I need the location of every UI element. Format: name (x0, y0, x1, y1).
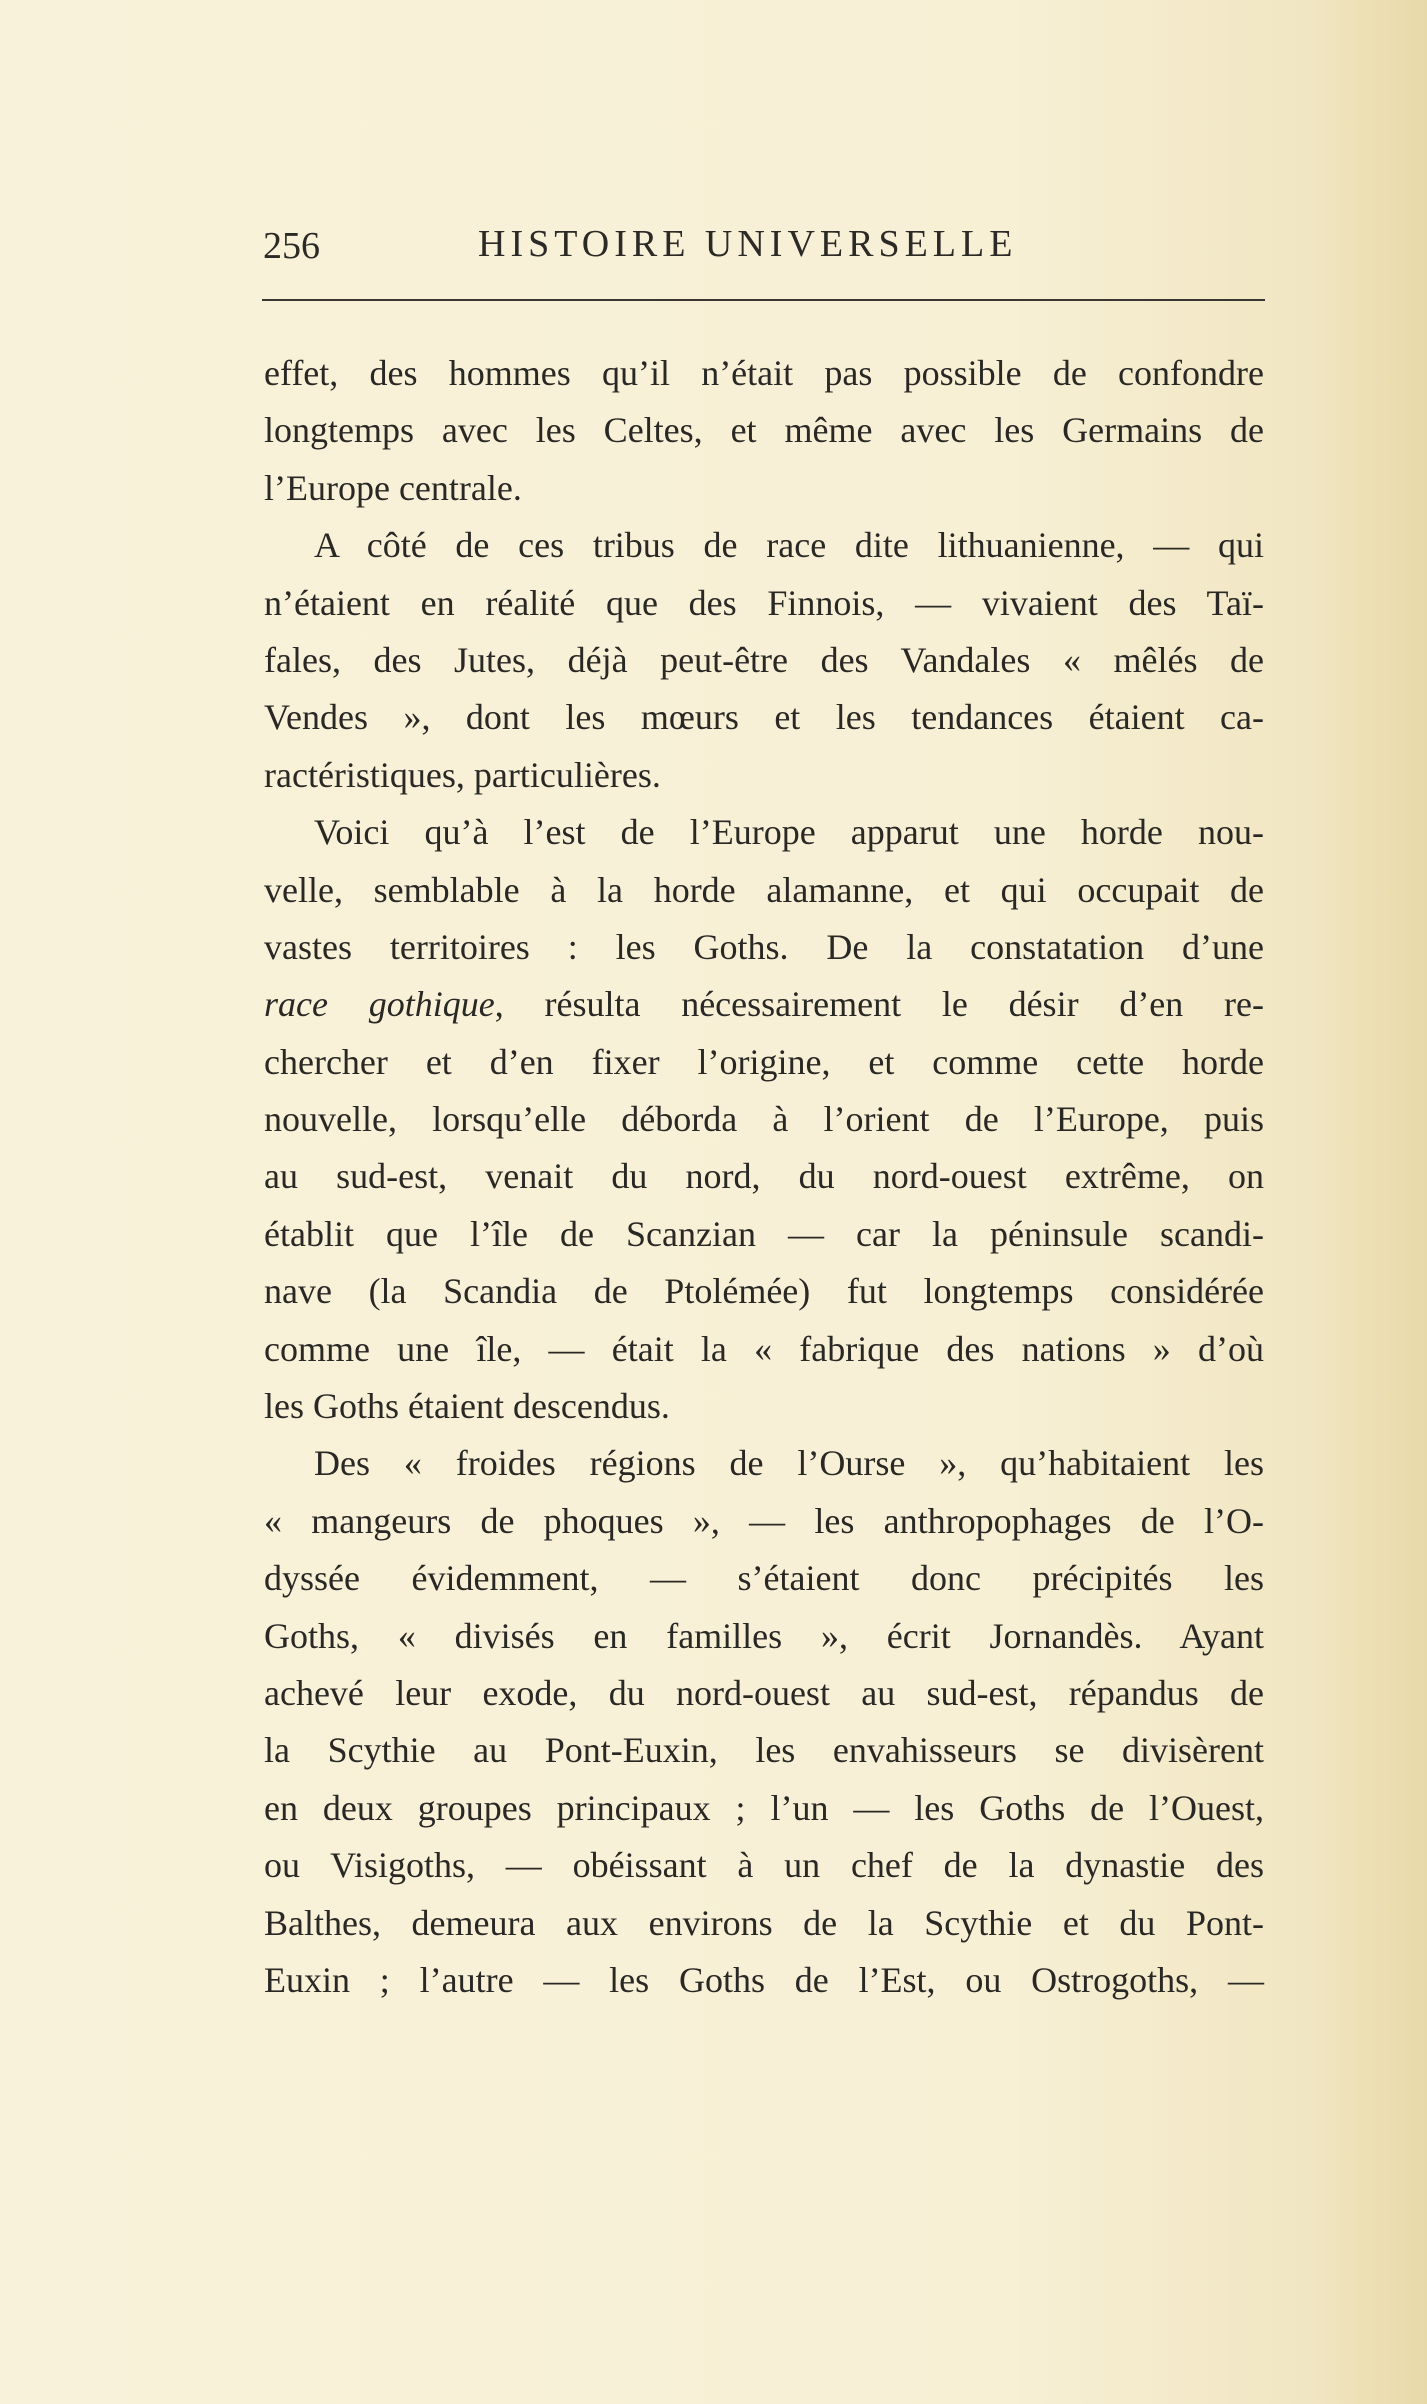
italic-phrase: race gothique (264, 984, 495, 1025)
text-line: longtemps avec les Celtes, et même avec les Germains de (264, 410, 1264, 451)
text-line: ou Visigoths, — obéissant à un chef de la dynastie des (264, 1845, 1264, 1886)
text-line: au sud-est, venait du nord, du nord-ouest extrême, on (264, 1156, 1264, 1197)
text-line (264, 976, 1264, 1033)
text-line: nave (la Scandia de Ptolémée) fut longtemps considérée (264, 1271, 1264, 1312)
text-line: en deux groupes principaux ; l’un — les Goths de l’Ouest, (264, 1787, 1264, 1828)
text-line: Vendes », dont les mœurs et les tendances étaient ca- (264, 697, 1264, 738)
running-title: HISTOIRE UNIVERSELLE (478, 223, 1018, 265)
text-line: A côté de ces tribus de race dite lithuanienne, — qui (314, 525, 1264, 566)
text-line: les Goths étaient descendus. (264, 1386, 670, 1427)
text-line: Balthes, demeura aux environs de la Scythie et du Pont- (264, 1902, 1264, 1943)
text-line: effet, des hommes qu’il n’était pas possible de confondre (264, 353, 1264, 393)
text-line: n’étaient en réalité que des Finnois, — vivaient des Taï- (264, 582, 1264, 623)
text-line: achevé leur exode, du nord-ouest au sud-est, répandus de (264, 1672, 1264, 1713)
text-line: Voici qu’à l’est de l’Europe apparut une horde nou- (314, 812, 1264, 853)
text-line: velle, semblable à la horde alamanne, et qui occupait de (264, 869, 1264, 910)
body-text (264, 345, 1264, 2009)
text-line: établit que l’île de Scanzian — car la péninsule scandi- (264, 1213, 1264, 1254)
text-line: vastes territoires : les Goths. De la constatation d’une (264, 926, 1264, 967)
text-line: Des « froides régions de l’Ourse », qu’habitaient les (314, 1443, 1264, 1484)
text-line: la Scythie au Pont-Euxin, les envahisseurs se divisèrent (264, 1730, 1264, 1771)
text-line: comme une île, — était la « fabrique des nations » d’où (264, 1328, 1264, 1369)
line-continuation: , résulta nécessairement le désir d’en re- (494, 984, 1264, 1025)
text-line: Goths, « divisés en familles », écrit Jornandès. Ayant (264, 1615, 1264, 1656)
text-line: nouvelle, lorsqu’elle déborda à l’orient de l’Europe, puis (264, 1099, 1264, 1140)
text-line: ractéristiques, particulières. (264, 754, 661, 795)
text-line: l’Europe centrale. (264, 467, 522, 508)
text-line: chercher et d’en fixer l’origine, et comme cette horde (264, 1041, 1264, 1082)
page-number: 256 (263, 225, 320, 267)
text-line: dyssée évidemment, — s’étaient donc précipités les (264, 1558, 1264, 1599)
header-rule (262, 299, 1265, 301)
text-line: Euxin ; l’autre — les Goths de l’Est, ou Ostrogoths, — (264, 1959, 1264, 2000)
text-line: fales, des Jutes, déjà peut-être des Vandales « mêlés de (264, 639, 1264, 680)
text-line: « mangeurs de phoques », — les anthropophages de l’O- (264, 1500, 1264, 1541)
